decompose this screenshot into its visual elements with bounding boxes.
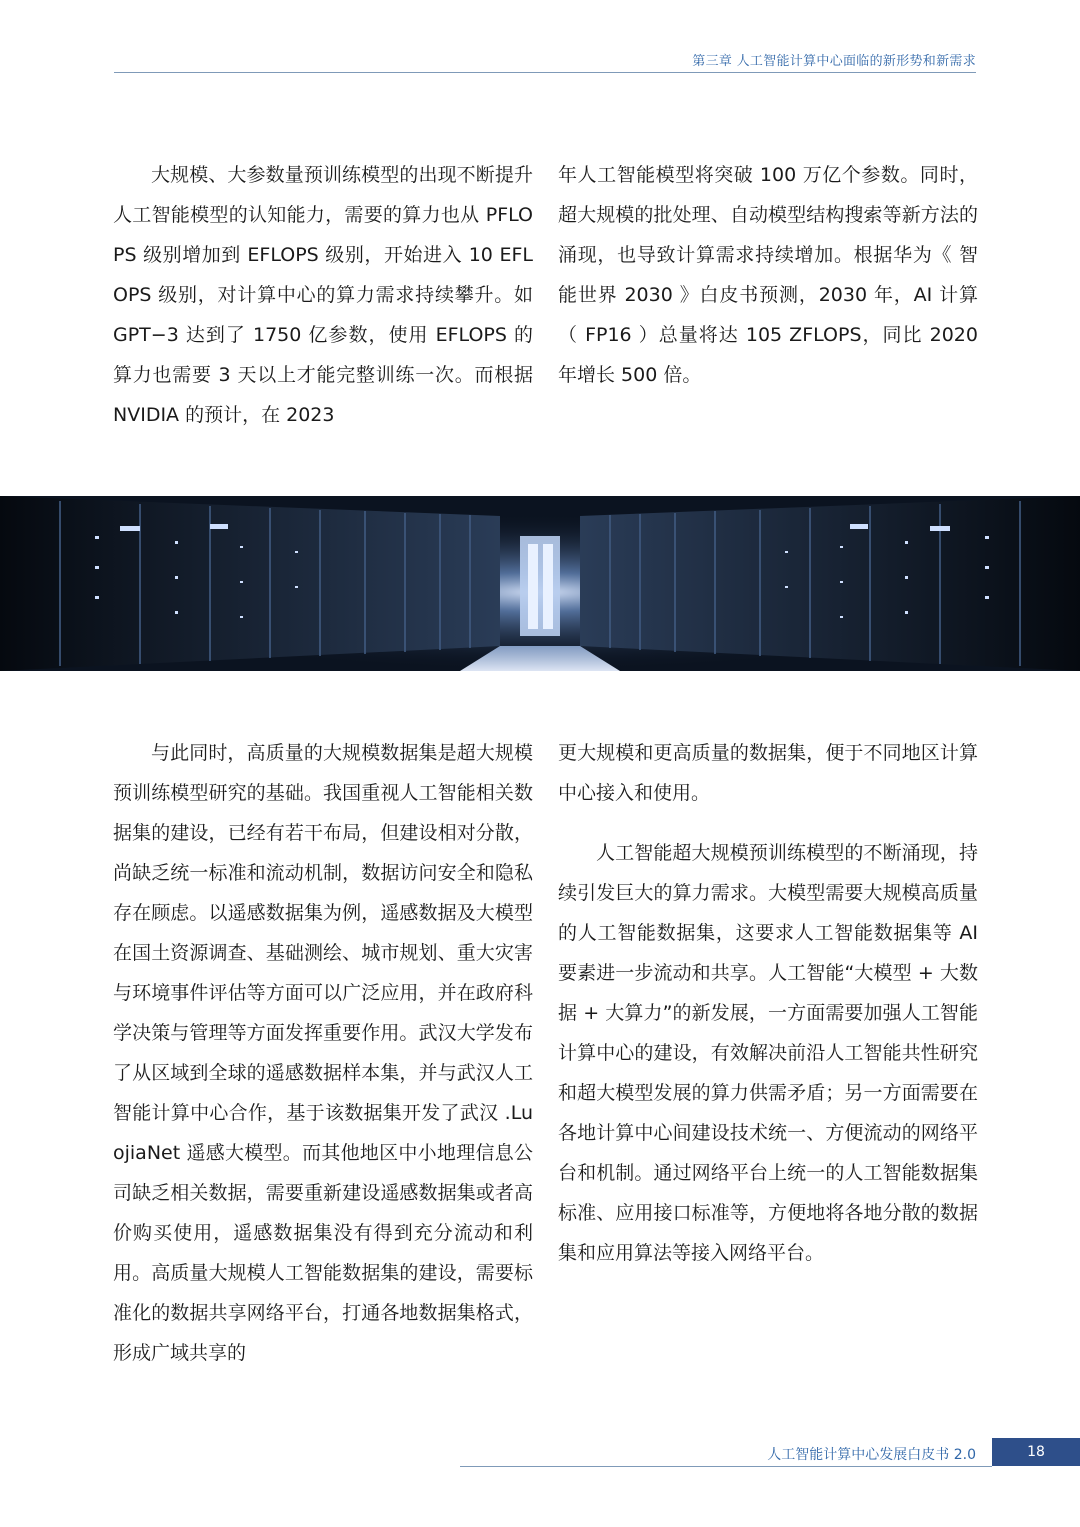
section2-right-column [558,733,978,1273]
section1-right-column [558,155,978,395]
footer-divider [460,1466,992,1467]
header-divider [114,72,976,73]
section2-right-paragraph-1: 更大规模和更高质量的数据集，便于不同地区计算中心接入和使用。 [558,742,978,804]
footer-document-title: 人工智能计算中心发展白皮书 2.0 [767,1447,976,1463]
section2-right-paragraph-2: 人工智能超大规模预训练模型的不断涌现，持续引发巨大的算力需求。大模型需要大规模高质量的人工智能数据集，这要求人工智能数据集等 AI 要素进一步流动和共享。人工智能“大模型 + 大数据 + 大算力”的新发展，一方面需要加强人工智能计算中心的建设，有效解决前沿人工智能共性研究和超大模型发展的算力供需矛盾；另一方面需要在各地计算中心间建设技术统一、方便流动的网络平台和机制。通过网络平台上统一的人工智能数据集标准、应用接口标准等，方便地将各地分散的数据集和应用算法等接入网络平台。 [558,842,978,1264]
section1-left-column [113,155,533,435]
section1-right-paragraph: 年人工智能模型将突破 100 万亿个参数。同时，超大规模的批处理、自动模型结构搜索等新方法的涌现，也导致计算需求持续增加。根据华为《 智能世界 2030 》白皮书预测，2030 年，AI 计算（ FP16 ）总量将达 105 ZFLOPS，同比 2020 年增长 500 倍。 [558,164,978,386]
section2-left-column [113,733,533,1373]
page-number-badge [992,1438,1080,1466]
page-number: 18 [1027,1444,1045,1460]
section2-left-paragraph: 与此同时，高质量的大规模数据集是超大规模预训练模型研究的基础。我国重视人工智能相关数据集的建设，已经有若干布局，但建设相对分散，尚缺乏统一标准和流动机制，数据访问安全和隐私存在顾虑。以遥感数据集为例，遥感数据及大模型在国土资源调查、基础测绘、城市规划、重大灾害与环境事件评估等方面可以广泛应用，并在政府科学决策与管理等方面发挥重要作用。武汉大学发布了从区域到全球的遥感数据样本集，并与武汉人工智能计算中心合作，基于该数据集开发了武汉 .LuojiaNet 遥感大模型。而其他地区中小地理信息公司缺乏相关数据，需要重新建设遥感数据集或者高价购买使用，遥感数据集没有得到充分流动和利用。高质量大规模人工智能数据集的建设，需要标准化的数据共享网络平台，打通各地数据集格式，形成广域共享的 [113,742,533,1364]
data-center-banner-image [0,496,1080,671]
section1-left-paragraph: 大规模、大参数量预训练模型的出现不断提升人工智能模型的认知能力，需要的算力也从 PFLOPS 级别增加到 EFLOPS 级别，开始进入 10 EFLOPS 级别，对计算中心的算力需求持续攀升。如 GPT−3 达到了 1750 亿参数，使用 EFLOPS 的算力也需要 3 天以上才能完整训练一次。而根据 NVIDIA 的预计，在 2023 [113,164,533,426]
chapter-header-title: 第三章 人工智能计算中心面临的新形势和新需求 [692,54,976,69]
